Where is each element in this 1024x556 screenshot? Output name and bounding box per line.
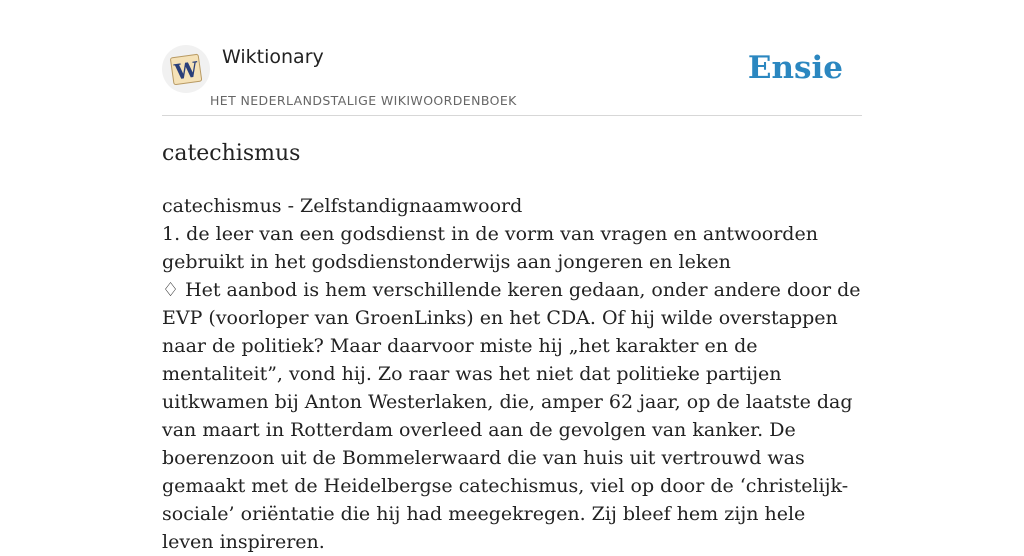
site-name[interactable]: Wiktionary [222,46,324,68]
site-header [162,40,862,116]
entry-content [162,136,862,556]
wiktionary-w-icon[interactable] [162,45,210,93]
ensie-logo[interactable]: Ensie [747,50,843,86]
entry-definition: 1. de leer van een godsdienst in de vorm van vragen en antwoorden gebruikt in het godsdienstonderwijs aan jongeren en leken [162,223,818,273]
entry-example: ♢ Het aanbod is hem verschillende keren gedaan, onder andere door de EVP (voorloper van GroenLinks) en het CDA. Of hij wilde overstappen naar de politiek? Maar daarvoor miste hij „het karakter en de mentaliteit”, vond hij. Zo raar was het niet dat politieke partijen uitkwamen bij Anton Westerlaken, die, amper 62 jaar, op de laatste dag van maart in Rotterdam overleed aan de gevolgen van kanker. De boerenzoon uit de Bommelerwaard die van huis uit vertrouwd was gemaakt met de Heidelbergse catechismus, viel op door de ‘christelijk-sociale’ oriëntatie die hij had meegekregen. Zij bleef hem zijn hele leven inspireren. [162,279,861,553]
page-title: catechismus [162,141,301,166]
entry-heading: catechismus - Zelfstandignaamwoord [162,195,523,217]
svg-text:W: W [172,56,200,85]
site-subtitle: HET NEDERLANDSTALIGE WIKIWOORDENBOEK [210,93,517,108]
entry-body [162,192,862,556]
